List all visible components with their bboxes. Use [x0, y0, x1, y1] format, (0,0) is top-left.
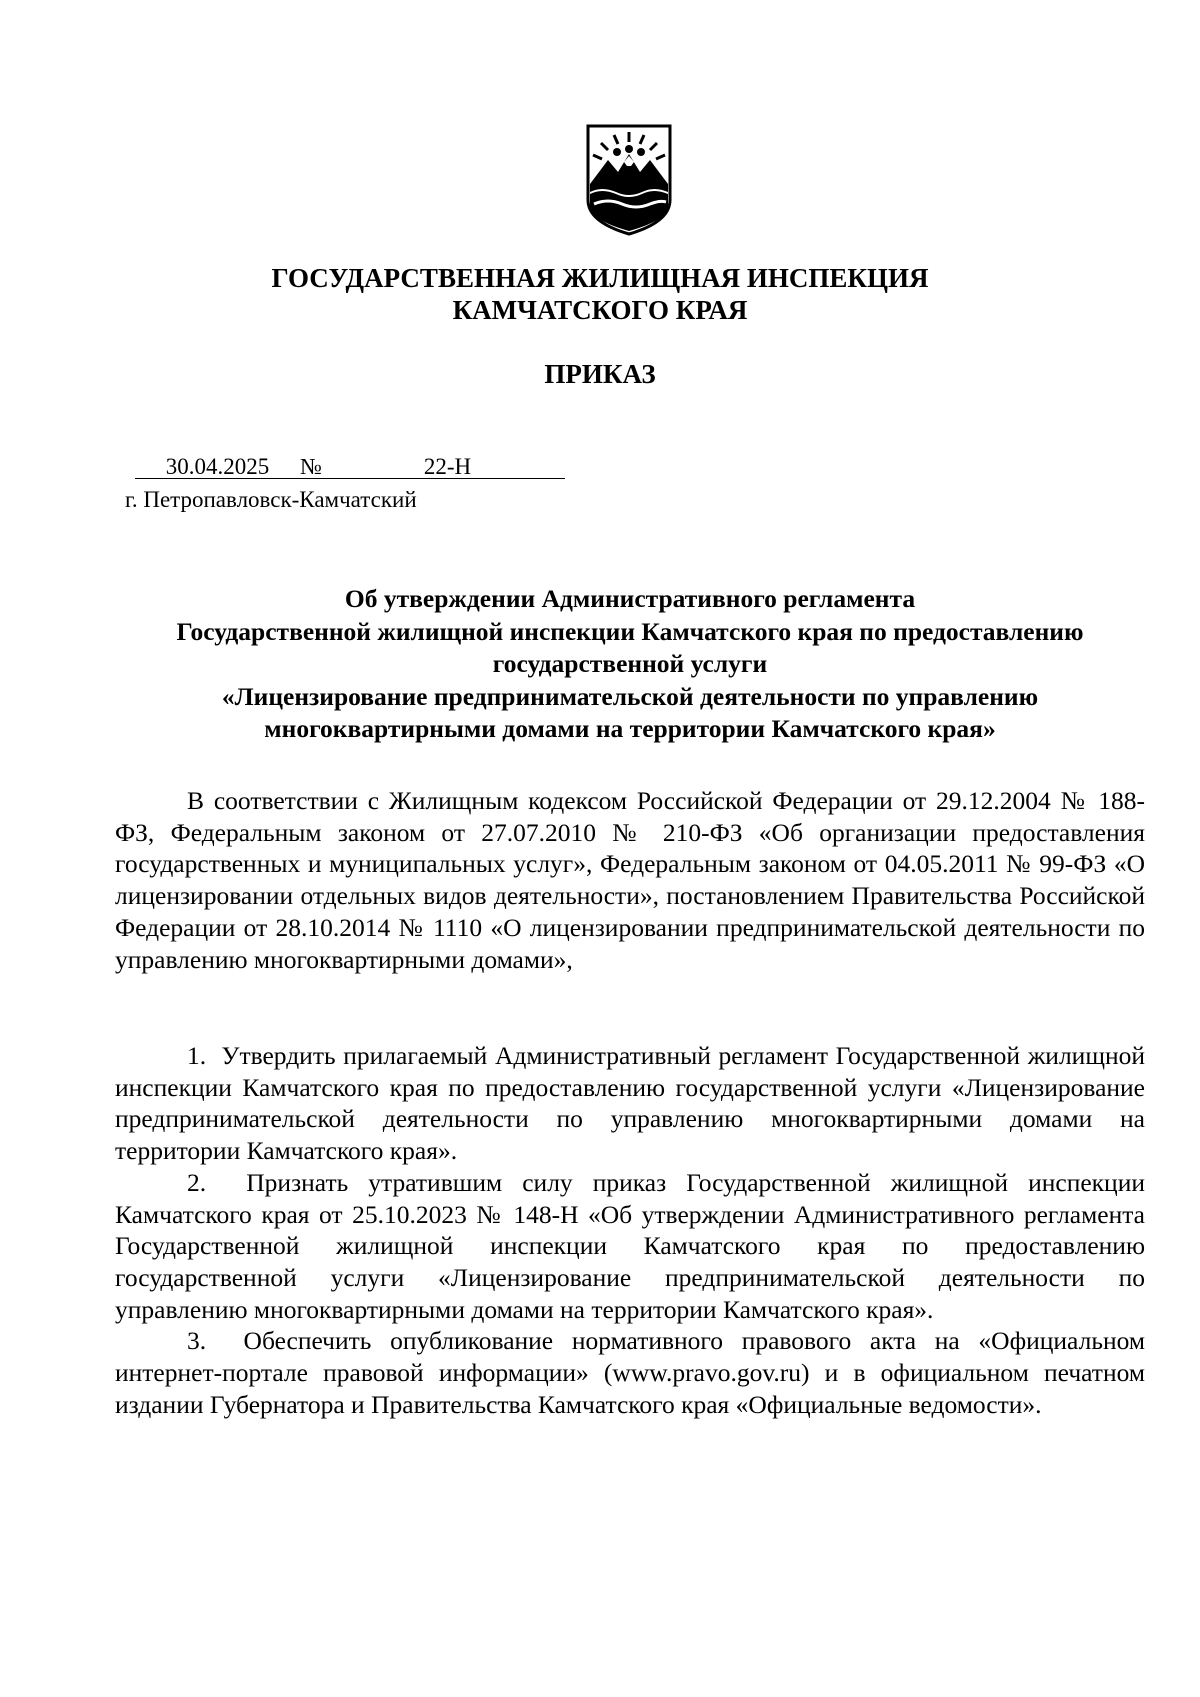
organization-name	[0, 262, 1200, 326]
title-line5: многоквартирными домами на территории Камчатского края»	[264, 714, 996, 743]
document-type: ПРИКАЗ	[544, 359, 656, 389]
organization-name-line1: ГОСУДАРСТВЕННАЯ ЖИЛИЩНАЯ ИНСПЕКЦИЯ	[271, 263, 929, 293]
order-item-text: Обеспечить опубликование нормативного правового акта на «Официальном интернет-портале правовой информации» (www.pravo.gov.ru) и в официальном печатном издании Губернатора и Правительства Камчатского края «Официальные ведомости».	[115, 1326, 1146, 1419]
number-label: №	[300, 454, 330, 479]
order-item-3	[115, 1325, 1145, 1420]
document-title	[115, 583, 1145, 746]
document-date: 30.04.2025	[135, 454, 300, 479]
order-item-number: 3.	[187, 1326, 207, 1356]
title-line2: Государственной жилищной инспекции Камчатского края по предоставлению	[176, 616, 1084, 646]
organization-name-line2: КАМЧАТСКОГО КРАЯ	[452, 295, 748, 325]
order-item-text: Признать утратившим силу приказ Государственной жилищной инспекции Камчатского края от 25.10.2023 № 148-Н «Об утверждении Административного регламента Государственной жилищной инспекции Камчатского края по предоставлению государственной услуги «Лицензирование предпринимательской деятельности по управлению многоквартирными домами на территории Камчатского края».	[115, 1167, 1145, 1324]
title-line3: государственной услуги	[492, 649, 768, 678]
preamble-paragraph: В соответствии с Жилищным кодексом Российской Федерации от 29.12.2004 № 188-ФЗ, Федеральным законом от 27.07.2010 № 210-ФЗ «Об организации предоставления государственных и муниципальных услуг», Федеральным законом от 04.05.2011 № 99-ФЗ «О лицензировании отдельных видов деятельности», постановлением Правительства Российской Федерации от 28.10.2014 № 1110 «О лицензировании предпринимательской деятельности по управлению многоквартирными домами»,	[115, 786, 1145, 974]
kamchatka-coat-of-arms-icon	[584, 122, 674, 238]
date-number-line	[135, 454, 565, 480]
order-item-2	[115, 1167, 1145, 1326]
document-number: 22-Н	[330, 454, 565, 479]
title-line1: Об утверждении Административного регламента	[344, 584, 916, 613]
title-line4: «Лицензирование предпринимательской деятельности по управлению	[221, 681, 1039, 711]
order-item-number: 2.	[187, 1167, 207, 1197]
order-item-1	[115, 1040, 1145, 1167]
document-city: г. Петропавловск-Камчатский	[125, 487, 417, 512]
order-item-text: Утвердить прилагаемый Административный регламент Государственной жилищной инспекции Камчатского края по предоставлению государственной услуги «Лицензирование предпринимательской деятельности по управлению многоквартирными домами на территории Камчатского края».	[115, 1041, 1146, 1166]
order-item-number: 1.	[187, 1041, 207, 1070]
preamble-section	[115, 785, 1145, 975]
order-items	[115, 1040, 1145, 1420]
